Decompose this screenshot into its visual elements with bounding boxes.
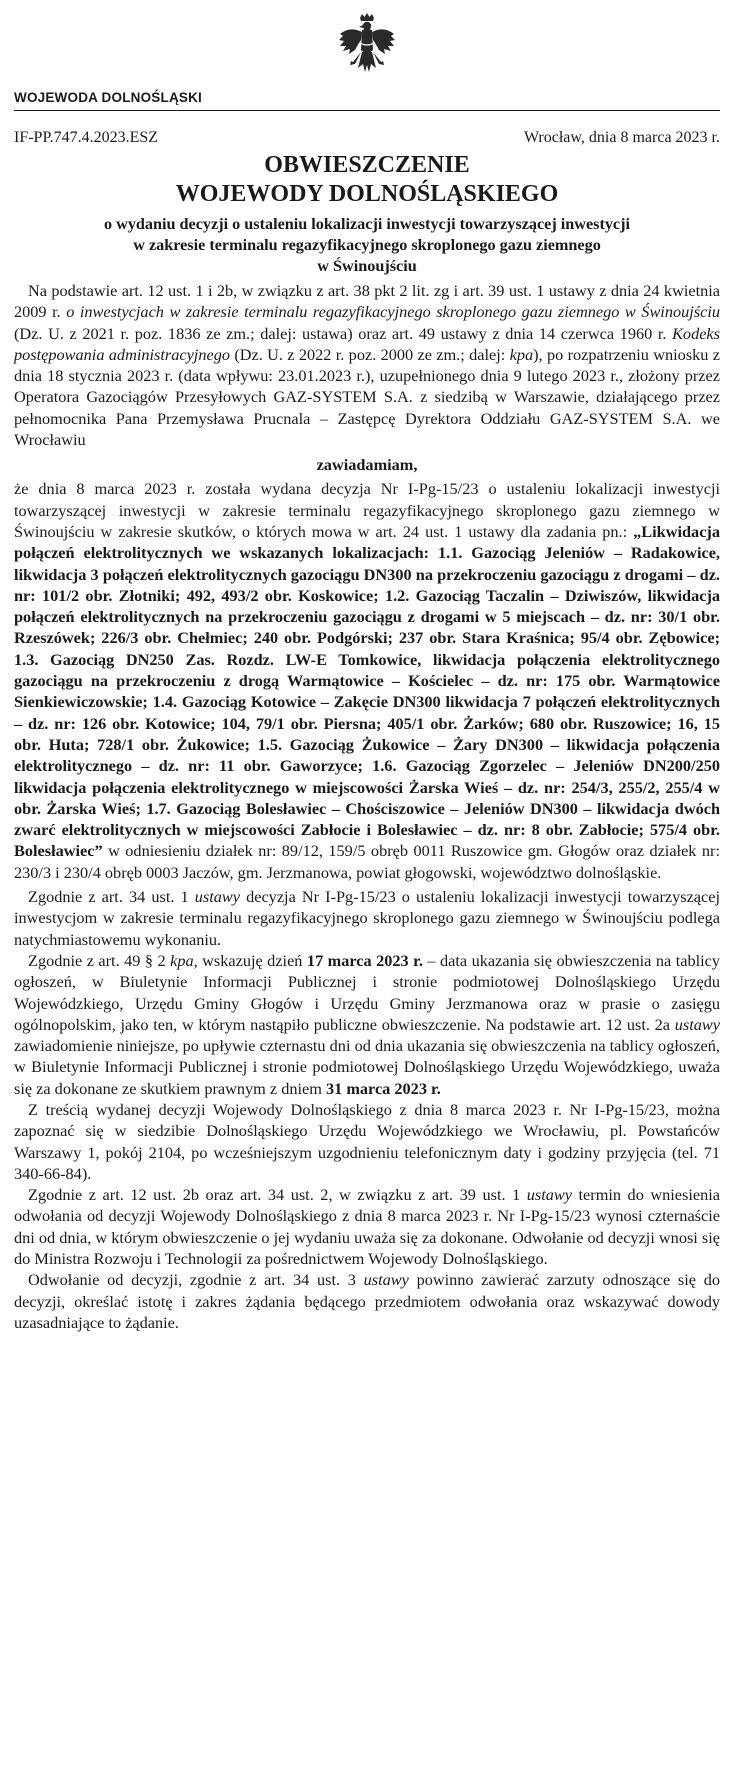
announcement-heading: zawiadamiam, — [316, 455, 418, 475]
appeal-term-ustawy: ustawy — [526, 1185, 572, 1205]
decision-paragraph — [14, 478, 720, 883]
notice-text-1: Zgodnie z art. 49 § 2 — [28, 950, 171, 970]
subtitle-line-3: w Świnoujściu — [317, 257, 417, 275]
appeal-content-text-1: Odwołanie od decyzji, zgodnie z art. 34 ust. 3 — [28, 1270, 364, 1290]
notice-text-4: zawiadomienie niniejsze, po upływie czternastu dni od dnia ukazania się obwieszczenia na tablicy ogłoszeń, w Biuletynie Informacji Publicznej i stronie podmiotowej Dolnośląskiego Urzędu Wojewódzkiego, uważa się za dokonane ze skutkiem prawnym z dniem — [14, 1036, 720, 1098]
subtitle-line-2: w zakresie terminalu regazyfikacyjnego skroplonego gazu ziemnego — [133, 236, 601, 254]
intro-text-2: (Dz. U. z 2021 r. poz. 1836 ze zm.; dalej: ustawa) oraz art. 49 ustawy z dnia 14 czerwca 1960 r. — [14, 323, 673, 343]
intro-act-title: o inwestycjach w zakresie terminalu regazyfikacyjnego skroplonego gazu ziemnego w Świnoujściu — [66, 302, 721, 322]
title-line-2: WOJEWODY DOLNOŚLĄSKIEGO — [175, 181, 559, 207]
place-date: Wrocław, dnia 8 marca 2023 r. — [523, 129, 720, 146]
intro-text-1: Na podstawie art. 12 ust. 1 i 2b, w związku z art. 38 pkt 2 lit. zg i art. 39 ust. 1 ustawy z dnia 24 kwietnia 2009 r. — [14, 281, 720, 322]
immediate-text-1: Zgodnie z art. 34 ust. 1 — [28, 887, 195, 907]
intro-kpa-title: Kodeks postępowania administracyjnego — [14, 323, 720, 364]
intro-text-3: (Dz. U. z 2022 r. poz. 2000 ze zm.; dalej: — [229, 344, 510, 364]
access-paragraph: Z treścią wydanej decyzji Wojewody Dolnośląskiego z dnia 8 marca 2023 r. Nr I-Pg-15/23, można zapoznać się w siedzibie Dolnośląskiego Urzędu Wojewódzkiego we Wrocławiu, pl. Powstańców Warszawy 1, pokój 2104, po wcześniejszym uzgodnieniu telefonicznym daty i godziny przyjęcia (tel. 71 340-66-84). — [14, 1099, 720, 1183]
notice-date-paragraph — [14, 950, 720, 1099]
notice-text-2: , wskazuję dzień — [193, 950, 307, 970]
appeal-content-text-2: powinno zawierać zarzuty odnoszące się do decyzji, określać istotę i zakres żądania będącego przedmiotem odwołania oraz wskazywać dowody uzasadniające to żądanie. — [14, 1270, 720, 1332]
header-divider — [14, 110, 720, 111]
subtitle-line-1: o wydaniu decyzji o ustaleniu lokalizacji inwestycji towarzyszącej inwestycji — [103, 215, 631, 233]
organization-name: WOJEWODA DOLNOŚLĄSKI — [14, 90, 202, 105]
reference-line — [14, 129, 720, 147]
intro-paragraph — [14, 280, 720, 450]
appeal-content-paragraph — [14, 1269, 720, 1333]
title-line-1: OBWIESZCZENIE — [264, 152, 470, 178]
immediate-text-2: decyzja Nr I-Pg-15/23 o ustaleniu lokalizacji inwestycji towarzyszącej inwestycjom w zakresie terminalu regazyfikacyjnego skroplonego gazu ziemnego w Świnoujściu podlega natychmiastowemu wykonaniu. — [14, 887, 721, 949]
emblem — [14, 12, 720, 84]
notice-kpa: kpa — [170, 950, 194, 970]
notice-text-3: – data ukazania się obwieszczenia na tablicy ogłoszeń, w Biuletynie Informacji Publicznej i stronie podmiotowej Dolnośląskiego Urzędu Wojewódzkiego, Urzędu Gminy Głogów i Urzędu Gminy Jerzmanowa oraz w prasie o zasięgu ogólnopolskim, jako ten, w którym nastąpiło publiczne obwieszczenie. Na podstawie art. 12 ust. 2a — [14, 950, 721, 1034]
intro-text-4: ), po rozpatrzeniu wniosku z dnia 18 stycznia 2023 r. (data wpływu: 23.01.2023 r.), uzupełnionego dnia 9 lutego 2023 r., złożony przez Operatora Gazociągów Przesyłowych GAZ-SYSTEM S.A. z siedzibą w Warszawie, działającego przez pełnomocnika Pana Przemysława Prucnala – Zastępcę Dyrektora Oddziału GAZ-SYSTEM S.A. we Wrocławiu — [14, 344, 721, 450]
decision-text-2: w odniesieniu działek nr: 89/12, 159/5 obręb 0011 Ruszowice gm. Głogów oraz działek nr: 230/3 i 230/4 obręb 0003 Jaczów, gm. Jerzmanowa, powiat głogowski, województwo dolnośląskie. — [14, 841, 720, 882]
case-reference: IF-PP.747.4.2023.ESZ — [14, 129, 159, 146]
appeal-term-text-2: termin do wniesienia odwołania od decyzji Wojewody Dolnośląskiego z dnia 8 marca 2023 r. Nr I-Pg-15/23 wynosi czternaście dni od dnia, w którym obwieszczenie o jej wydaniu uważa się za dokonane. Odwołanie od decyzji wnosi się do Ministra Rozwoju i Technologii za pośrednictwem Wojewody Dolnośląskiego. — [14, 1185, 720, 1269]
decision-task-name: „Likwidacja połączeń elektrolitycznych we wskazanych lokalizacjach: 1.1. Gazociąg Jeleniów – Radakowice, likwidacja 3 połączeń elektrolitycznych gazociągu DN300 na przekroczeniu gazociągu z drogami – dz. nr: 101/2 obr. Złotniki; 492, 493/2 obr. Koskowice; 1.2. Gazociąg Taczalin – Dziwiszów, likwidacja połączeń elektrolitycznych na przekroczeniu gazociągu z drogami w 5 miejscach – dz. nr: 30/1 obr. Rzeszówek; 226/3 obr. Chełmiec; 240 obr. Podgórski; 237 obr. Stara Kraśnica; 95/4 obr. Zębowice; 1.3. Gazociąg DN250 Zas. Rozdz. LW-E Tomkowice, likwidacja połączenia elektrolitycznego gazociągu na przekroczeniu z drogą Warmątowice – Kościelec – dz. nr: 175 obr. Warmątowice Sienkiewiczowskie; 1.4. Gazociąg Kotowice – Zakęcie DN300 likwidacja 7 połączeń elektrolitycznych – dz. nr: 126 obr. Kotowice; 104, 79/1 obr. Piersna; 405/1 obr. Żarków; 680 obr. Ruszowice; 16, 15 obr. Huta; 728/1 obr. Żukowice; 1.5. Gazociąg Żukowice – Żary DN300 – likwidacja połączenia elektrolitycznego – dz. nr: 11 obr. Gaworzyce; 1.6. Gazociąg Zgorzelec – Jeleniów DN200/250 likwidacja połączenia elektrolitycznego w miejscowości Żarska Wieś – dz. nr: 254/3, 255/2, 255/4 w obr. Żarska Wieś; 1.7. Gazociąg Bolesławiec – Chościszowice – Jeleniów DN300 – likwidacja dwóch zwarć elektrolitycznych w miejscowości Zabłocie i Bolesławiec – dz. nr: 8 obr. Zabłocie; 575/4 obr. Bolesławiec” — [14, 521, 720, 861]
intro-kpa-abbr: kpa — [509, 344, 534, 364]
decision-text-1: że dnia 8 marca 2023 r. została wydana decyzja Nr I-Pg-15/23 o ustaleniu lokalizacji inwestycji towarzyszącej inwestycji w zakresie terminalu regazyfikacyjnego skroplonego gazu ziemnego w Świnoujściu w zakresie skutków, o których mowa w art. 24 ust. 1 ustawy dla zadania pn.: — [14, 479, 720, 541]
immediate-ustawy: ustawy — [194, 887, 240, 907]
notice-ustawy: ustawy — [674, 1014, 720, 1034]
notice-effective-date: 31 marca 2023 r. — [325, 1078, 441, 1098]
notice-date-bold: 17 marca 2023 r. — [306, 950, 423, 970]
polish-eagle-emblem-icon — [336, 12, 398, 82]
appeal-term-text-1: Zgodnie z art. 12 ust. 2b oraz art. 34 ust. 2, w związku z art. 39 ust. 1 — [28, 1185, 527, 1205]
appeal-term-paragraph — [14, 1184, 720, 1269]
document-subtitle — [14, 214, 720, 277]
document-title — [14, 151, 720, 209]
immediate-execution-paragraph — [14, 886, 720, 950]
appeal-content-ustawy: ustawy — [363, 1270, 409, 1290]
